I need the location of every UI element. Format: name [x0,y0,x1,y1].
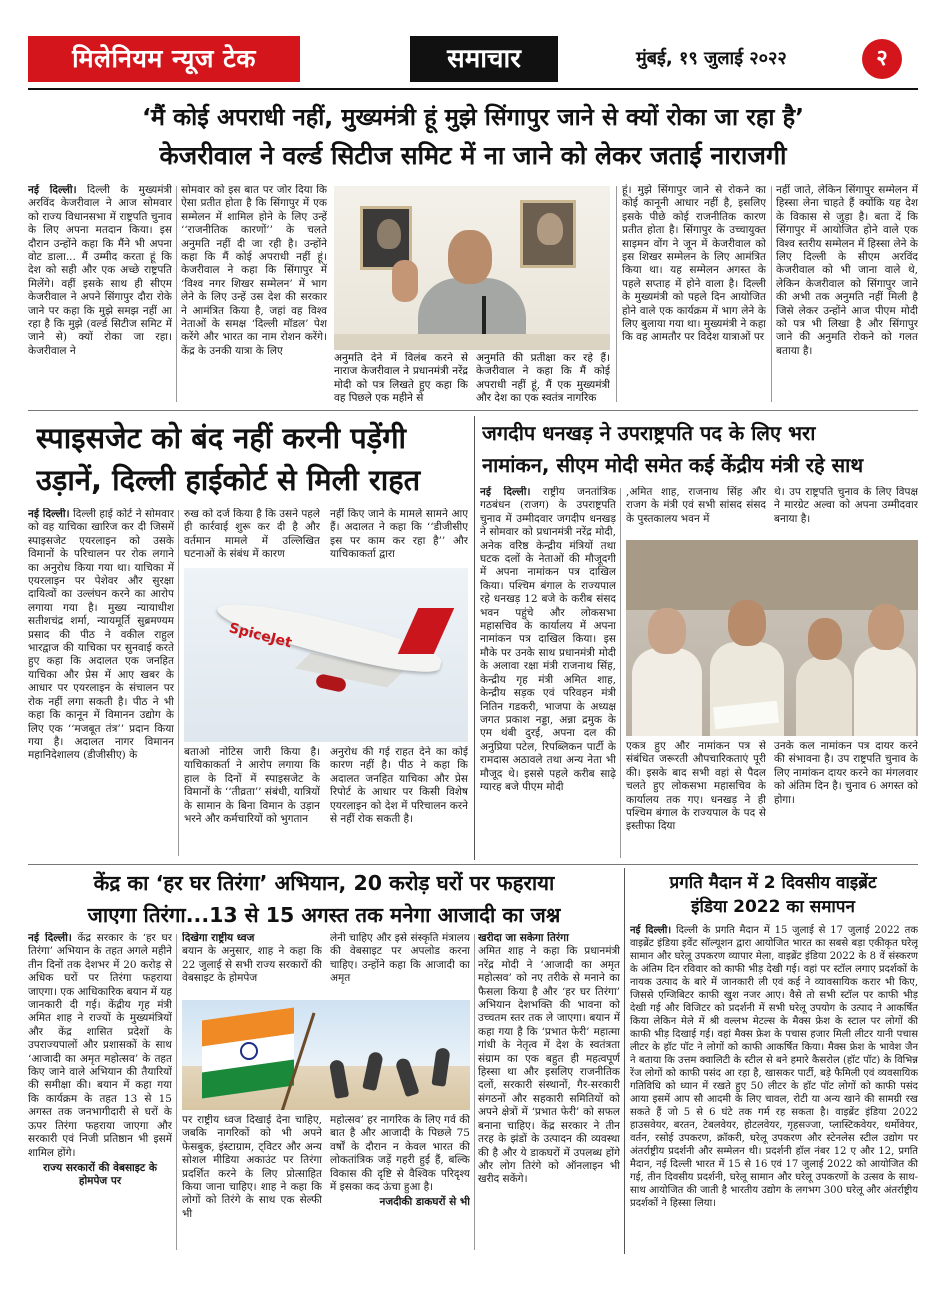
page-number: २ [862,39,902,79]
story4-column-1 [28,932,172,1252]
masthead [28,36,918,82]
story2-headline-line2: उड़ानें, दिल्ली हाईकोर्ट से मिली राहत [36,463,421,497]
story3-column-3-bottom: उनके कल नामांकन पत्र दायर करने की संभावना है। उप राष्ट्रपति चुनाव के लिए नामांकन दायर करने का मंगलवार को अंतिम दिन है। चुनाव 6 अगस्त को होगा। [774,740,918,806]
ashoka-chakra-icon [240,1042,258,1060]
story3-dateline: नई दिल्ली। [480,486,531,498]
background-wall [626,540,918,610]
story5-headline-line2: इंडिया 2022 का समापन [691,897,855,917]
story3-column-1-text: राष्ट्रीय जनतांत्रिक गठबंधन (राजग) के उपराष्ट्रपति चुनाव में उम्मीदवार जगदीप धनखड़ ने सोमवार को प्रधानमंत्री नरेंद्र मोदी, अनेक वरिष्ठ केन्द्रीय मंत्रियों तथा घटक दलों के नेताओं की मौजूदगी में अपना नामांकन पत्र दाखिल किया। पश्चिम बंगाल के राज्यपाल रहे धनखड़ 12 बजे के करीब संसद भवन पहुंचे और लोकसभा महासचिव के कार्यालय में अपना नामांकन पत्र दाखिल किया। इस मौके पर उनके साथ प्रधानमंत्री मोदी के अलावा रक्षा मंत्री राजनाथ सिंह, केन्द्रीय गृह मंत्री अमित शाह, केन्द्रीय सड़क एवं परिवहन मंत्री नितिन गडकरी, भाजपा के अध्यक्ष जगत प्रकाश नड्डा, अन्ना द्रमुक के एम थंबी दुरई, अपना दल की अनुप्रिया पटेल, रिपब्लिकन पार्टी के रामदास अठावले तथा अन्य नेता भी मौजूद थे। इससे पहले करीब साढ़े ग्यारह बजे पीएम मोदी [480,486,616,793]
column-divider [616,186,617,402]
story2-column-3-bottom: अनुरोध की गई राहत देने का कोई कारण नहीं है। पीठ ने कहा कि अदालत जनहित याचिका और प्रेस रिपोर्ट के आधार पर किसी विशेष एयरलाइन को देश में परिचालन करने से नहीं रोक सकती है। [330,746,468,826]
column-divider [474,934,475,1250]
story1-photo-text-right: अनुमति की प्रतीक्षा कर रहे हैं। केजरीवाल ने कहा कि मैं कोई अपराधी नहीं हूं, मैं एक मुख्यमंत्री और देश का एक स्वतंत्र नागरिक [476,352,610,404]
story1-column-2: सोमवार को इस बात पर जोर दिया कि ऐसा प्रतीत होता है कि सिंगापुर में एक सम्मेलन में शामिल होने के लिए उन्हें ‘‘राजनीतिक कारणों’’ के चलते अनुमति नहीं दी जा रही है। उन्होंने कहा कि मैं कोई अपराधी नहीं हूं। केजरीवाल ने कहा कि सिंगापुर में ‘विश्व नगर शिखर सम्मेलन’ में भाग लेने के लिए उन्हें उस देश की सरकार ने आमंत्रित किया है, जहां वह विश्व नेताओं के समक्ष ‘दिल्ली मॉडल’ पेश करेंगे और भारत का नाम रोशन करेंगे। केंद्र के उनकी यात्रा के लिए [181,184,327,357]
story4-column-2-top [182,932,322,998]
masthead-rule [28,88,918,90]
story3-column-2-bottom: एकत्र हुए और नामांकन पत्र से संबंधित जरूरती औपचारिकताएं पूरी की। इसके बाद सभी वहां से पैदल चलते हुए लोकसभा महासचिव के कार्यालय तक गए। धनखड़ ने ही पश्चिम बंगाल के राज्यपाल के पद से इस्तीफा दिया [626,740,766,833]
story4-column-3-bottom-text: महोत्सव’ हर नागरिक के लिए गर्व की बात है और आजादी के पिछले 75 वर्षों के दौरान न केवल भारत की लोकतांत्रिक जड़ें गहरी हुई हैं, बल्कि विकास की दृष्टि से वैश्विक परिदृश्य में इसका कद ऊंचा हुआ है। [330,1114,470,1194]
running-child [362,1051,384,1091]
story3-headline-line2: नामांकन, सीएम मोदी समेत कई केंद्रीय मंत्री रहे साथ [482,453,864,477]
story1-column-1-text: दिल्ली के मुख्यमंत्री अरविंद केजरीवाल ने आज सोमवार को राज्य विधानसभा में राष्ट्रपति चुनाव के लिए अपना मतदान किया। इस दौरान उन्होंने कहा कि मैंने भी अपना वोट डाला... मैं उम्मीद करता हूं कि देश को सही और एक अच्छे राष्ट्रपति मिलेंगे। वहीं इसके साथ ही सीएम केजरीवाल ने अपने सिंगापुर दौरा रोके जाने पर कहा कि मुझे समझ नहीं आ रहा है कि मुझे (वर्ल्ड सिटीज समिट में जाने से) क्यों रोका जा रहा। केजरीवाल ने [28,184,172,357]
dateline: मुंबई, १९ जुलाई २०२२ [636,48,787,69]
story4-column-2-bottom: पर राष्ट्रीय ध्वज दिखाई देना चाहिए, जबकि नागरिकों को भी अपने फेसबुक, इंस्टाग्राम, ट्विटर और अन्य सोशल मीडिया अकाउंट पर तिरंगा प्रदर्शित करने के लिए प्रोत्साहित किया जाना चाहिए। शाह ने कहा कि लोगों को तिरंगे के साथ एक सेल्फी भी [182,1114,322,1220]
story5-body [630,924,918,1254]
spicejet-aircraft-photo [184,568,468,742]
story5-headline-line1: प्रगति मैदान में 2 दिवसीय वाइब्रेंट [669,873,877,893]
story4-column-4 [478,932,620,1252]
story4-column-3-top: लेनी चाहिए और इसे संस्कृति मंत्रालय की वेबसाइट पर अपलोड करना चाहिए। उन्होंने कहा कि आजादी का अमृत [330,932,470,985]
story1-dateline: नई दिल्ली। [28,184,77,196]
story3-column-3-top: थे। उप राष्ट्रपति चुनाव के लिए विपक्ष ने मारग्रेट अल्वा को अपना उम्मीदवार बनाया है। [774,486,918,525]
nomination-photo [626,540,918,736]
story5-dateline: नई दिल्ली। [630,925,672,936]
story4-subheading-3: नजदीकी डाकघरों से भी [379,1196,470,1209]
story1-column-1 [28,184,172,404]
story1-headline-line1: ‘मैं कोई अपराधी नहीं, मुख्यमंत्री हूं मुझे सिंगापुर जाने से क्यों रोका जा रहा है’ [141,103,805,131]
story5-body-text: दिल्ली के प्रगति मैदान में 15 जुलाई से 17 जुलाई 2022 तक वाइब्रेंट इंडिया इवेंट सॉल्यूशन द्वारा आयोजित भारत का सबसे बड़ा एकीकृत घरेलू सामान और घरेलू उपकरण व्यापार मेला, वाइब्रेंट इंडिया 2022 के 8 वें संस्करण के अंतिम दिन रविवार को काफी भीड़ देखी गई। वहां पर स्टॉल लगाए प्रदर्शकों के नायक उत्पाद के बारे में जानकारी ली एवं कई ने व्यावसायिक करार भी किए, जिससे एग्जिबिटर काफी खुश नजर आए। वैसे तो सभी स्टॉल पर काफी भीड़ देखी गई और विजिटर को प्रदर्शनी में सभी घरेलू उपयोग के उत्पाद ने आकर्षित किया लेकिन मेले में श्री वल्लभ मेटल्स के मैक्स फ्रेश के स्टाल पर लोगों की काफी भीड़ दिखाई गई। वहां मैक्स फ्रेश के पचास हजार मिली लीटर यानी पचास लीटर के हॉट पॉट ने लोगों को काफी आकर्षित किया। मैक्स फ्रेश के भावेश जैन ने बताया कि उत्तम क्वालिटी के स्टील से बने हमारे कैसरोल (हॉट पॉट) के विभिन्न रेंज लोगों को काफी पसंद आ रहा है, खासकर पार्टी, बड़े फैमिली एवं व्यवसायिक गतिविधि को ध्यान में रखते हुए 50 लीटर के हॉट पॉट लोगों को काफी पसंद आया इसमें आप सौ आदमी के लिए चावल, रोटी या अन्य खाने की सामग्री रख सकते हैं जो 5 से 6 घंटे तक गर्म रह सकता है। वाइब्रेंट इंडिया 2022 हाउसवेयर, बरतन, टेबलवेयर, होटलवेयर, गृहसज्जा, प्लास्टिकवेयर, थर्मोवेयर, वर्तन, रसोई उपकरण, क्रॉकरी, घरेलू उपकरण और स्टेनलेस स्टील उद्योग पर अंतर्राष्ट्रीय प्रदर्शनी और सम्मेलन थी। प्रदर्शनी हॉल नंबर 12 ए और 12, प्रगति मैदान, नई दिल्ली भारत में 15 से 16 एवं 17 जुलाई 2022 को आयोजित की गई, तीन दिवसीय प्रदर्शनी, घरेलू सामान और घरेलू उपकरणों के उत्सव के साथ-साथ आयोजित की जाती है भारतीय उद्योग के लगभग 300 घरेलू और अंतर्राष्ट्रीय प्रदर्शकों ने हिस्सा लिया। [630,925,918,1209]
story4-subheading-2: दिखेगा राष्ट्रीय ध्वज [182,932,255,944]
story3-headline-line1: जगदीप धनखड़ ने उपराष्ट्रपति पद के लिए भरा [482,421,816,445]
story4-subheading-1: राज्य सरकारों की वेबसाइट के होमपेज पर [43,1161,157,1188]
column-divider [178,510,179,856]
microphone-icon [482,296,486,336]
section-divider [28,864,918,865]
running-child [394,1057,419,1097]
story-divider [474,416,475,860]
kejriwal-photo [334,186,610,350]
tiranga-photo [182,1000,470,1110]
column-divider [176,186,177,402]
section-title: समाचार [410,36,558,82]
story4-dateline: नई दिल्ली। [28,932,72,944]
raised-hand [392,260,418,302]
column-divider [176,934,177,1250]
newspaper-brand: मिलेनियम न्यूज टेक [28,36,300,82]
desk [334,334,610,350]
section-divider [28,410,918,411]
airline-logo: SpiceJet [227,620,294,652]
speaker-head [448,230,492,284]
story1-headline-line2: केजरीवाल ने वर्ल्ड सिटीज समिट में ना जाने को लेकर जताई नाराजगी [159,141,787,170]
running-child [329,1059,349,1099]
portrait-frame-right [520,200,576,268]
story3-column-2-top: ,अमित शाह, राजनाथ सिंह और राजग के मंत्री एवं सभी सांसद संसद के पुस्तकालय भवन में [626,486,766,525]
story4-column-3-bottom [330,1114,470,1252]
story4-column-4-text: अमित शाह ने कहा कि प्रधानमंत्री नरेंद्र मोदी ने ‘आजादी का अमृत महोत्सव’ को नए तरीके से मनाने का फैसला किया है और ‘हर घर तिरंगा’ अभियान देशभक्ति की भावना को उच्चतम स्तर तक ले जाएगा। बयान में कहा गया है कि ‘प्रभात फेरी’ महात्मा गांधी के नेतृत्व में देश के स्वतंत्रता संग्राम का एक बहुत ही महत्वपूर्ण हिस्सा था और इसलिए राजनीतिक दलों, सरकारी संस्थानों, गैर-सरकारी संगठनों और सहकारी समितियों को अपने क्षेत्रों में ‘प्रभात फेरी’ को सफल बनाना चाहिए। केंद्र सरकार ने तीन तरह के झंडों के उत्पादन की व्यवस्था की है और ये डाकघरों में उपलब्ध होंगे और लोग तिरंगे को ऑनलाइन भी खरीद सकेंगे। [478,945,620,1186]
story2-column-2-bottom: बताओ नोटिस जारी किया है। याचिकाकर्ता ने आरोप लगाया कि हाल के दिनों में स्पाइसजेट के विमानों के ‘‘तीव्रता’’ संबंधी, यात्रियों के सामान के बिना विमान के उड़ान भरने और कर्मचारियों को भुगतान [184,746,320,826]
story2-column-1-text: दिल्ली हाई कोर्ट ने सोमवार को वह याचिका खारिज कर दी जिसमें स्पाइसजेट एयरलाइन को उसके विमानों के परिचालन पर रोक लगाने का अनुरोध किया गया था। याचिका में एयरलाइन पर पेशेवर और सुरक्षा दायित्वों का उल्लंघन करने का आरोप लगाया गया है। मुख्य न्यायाधीश सतीशचंद्र शर्मा, न्यायमूर्ति सुब्रमण्यम प्रसाद की पीठ ने वकील राहुल भारद्वाज की याचिका पर सुनवाई करते हुए कहा कि अदालत एक जनहित याचिका और प्रेस में आए खबर के आधार पर एयरलाइन के संचालन पर रोक नहीं लगा सकती है। पीठ ने भी कहा कि कानून में विमानन उद्योग के लिए एक ‘‘मजबूत तंत्र’’ प्रदान किया गया है। अदालत नागर विमानन महानिदेशालय (डीजीसीए) के [28,508,174,762]
story-divider [624,868,625,1254]
story4-column-1-text: केंद्र सरकार के ‘हर घर तिरंगा’ अभियान के तहत अगले महीने तीन दिनों तक देशभर में 20 करोड़ से अधिक घरों पर तिरंगा फहराया जाएगा। एक आधिकारिक बयान में यह जानकारी दी गई। केंद्रीय गृह मंत्री अमित शाह ने राज्यों के मुख्यमंत्रियों और केंद्र शासित प्रदेशों के उपराज्यपालों और प्रशासकों के साथ ‘आजादी का अमृत महोत्सव’ के तहत किए जाने वाले अभियान की तैयारियों की समीक्षा की। बयान में कहा गया कि कार्यक्रम के तहत 13 से 15 अगस्त तक जनभागीदारी से घरों के ऊपर तिरंगा फहराया जाएगा और सरकारी एवं निजी प्रतिष्ठान भी इसमें शामिल होंगे। [28,932,172,1159]
running-child [431,1047,450,1087]
story4-headline-line1: केंद्र का ‘हर घर तिरंगा’ अभियान, 20 करोड़ घरों पर फहराया [93,871,555,895]
story4-subheading-4: खरीदा जा सकेगा तिरंगा [478,932,569,944]
column-divider [620,488,621,858]
story2-headline-line1: स्पाइसजेट को बंद नहीं करनी पड़ेंगी [36,421,407,455]
story4-headline-line2: जाएगा तिरंगा...13 से 15 अगस्त तक मनेगा आजादी का जश्न [87,903,561,927]
aircraft-tail [398,608,454,654]
story2-column-1 [28,508,174,860]
story1-photo-text-left: अनुमति देने में विलंब करने से नाराज केजरीवाल ने प्रधानमंत्री नरेंद्र मोदी को पत्र लिखते हुए कहा कि वह पिछले एक महीने से [334,352,468,404]
story3-column-1 [480,486,616,860]
story4-column-2-top-text: बयान के अनुसार, शाह ने कहा कि 22 जुलाई से सभी राज्य सरकारों की वेबसाइट के होमपेज [182,945,322,985]
story2-column-3-top: नहीं किए जाने के मामले सामने आए हैं। अदालत ने कहा कि ‘‘डीजीसीए इस पर काम कर रहा है’’ और याचिकाकर्ता द्वारा [330,508,468,561]
column-divider [771,186,772,402]
story2-dateline: नई दिल्ली। [28,508,70,520]
story2-column-2-top: रुख को दर्ज किया है कि उसने पहले ही कार्रवाई शुरू कर दी है और वर्तमान मामले में उल्लिखित घटनाओं के संबंध में कारण [184,508,320,561]
story1-column-4: हूं। मुझे सिंगापुर जाने से रोकने का कोई कानूनी आधार नहीं है, इसलिए इसके पीछे कोई राजनीतिक कारण प्रतीत होता है। सिंगापुर के उच्चायुक्त साइमन वोंग ने जून में केजरीवाल को इस शिखर सम्मेलन के लिए आमंत्रित किया था। यह सम्मेलन अगस्त के पहले सप्ताह में होने वाला है। दिल्ली के मुख्यमंत्री को पहले दिन आयोजित होने वाले एक कार्यक्रम में भाग लेने के लिए बुलाया गया था। मुख्यमंत्री ने कहा कि वह आमतौर पर विदेश यात्राओं पर [622,184,766,344]
story1-column-5: नहीं जाते, लेकिन सिंगापुर सम्मेलन में हिस्सा लेना चाहते हैं क्योंकि यह देश के विकास से जुड़ा है। बता दें कि सिंगापुर में आयोजित होने वाले एक विश्व स्तरीय सम्मेलन में हिस्सा लेने के लिए दिल्ली के सीएम अरविंद केजरीवाल को भी जाना वाले थे, लेकिन केजरीवाल को सिंगापुर जाने की अभी तक अनुमति नहीं मिली है जिसे लेकर उन्होंने आज पीएम मोदी को पत्र भी लिखा है और सिंगापुर जाने की अनुमति रोकने को गलत बताया है। [776,184,918,357]
